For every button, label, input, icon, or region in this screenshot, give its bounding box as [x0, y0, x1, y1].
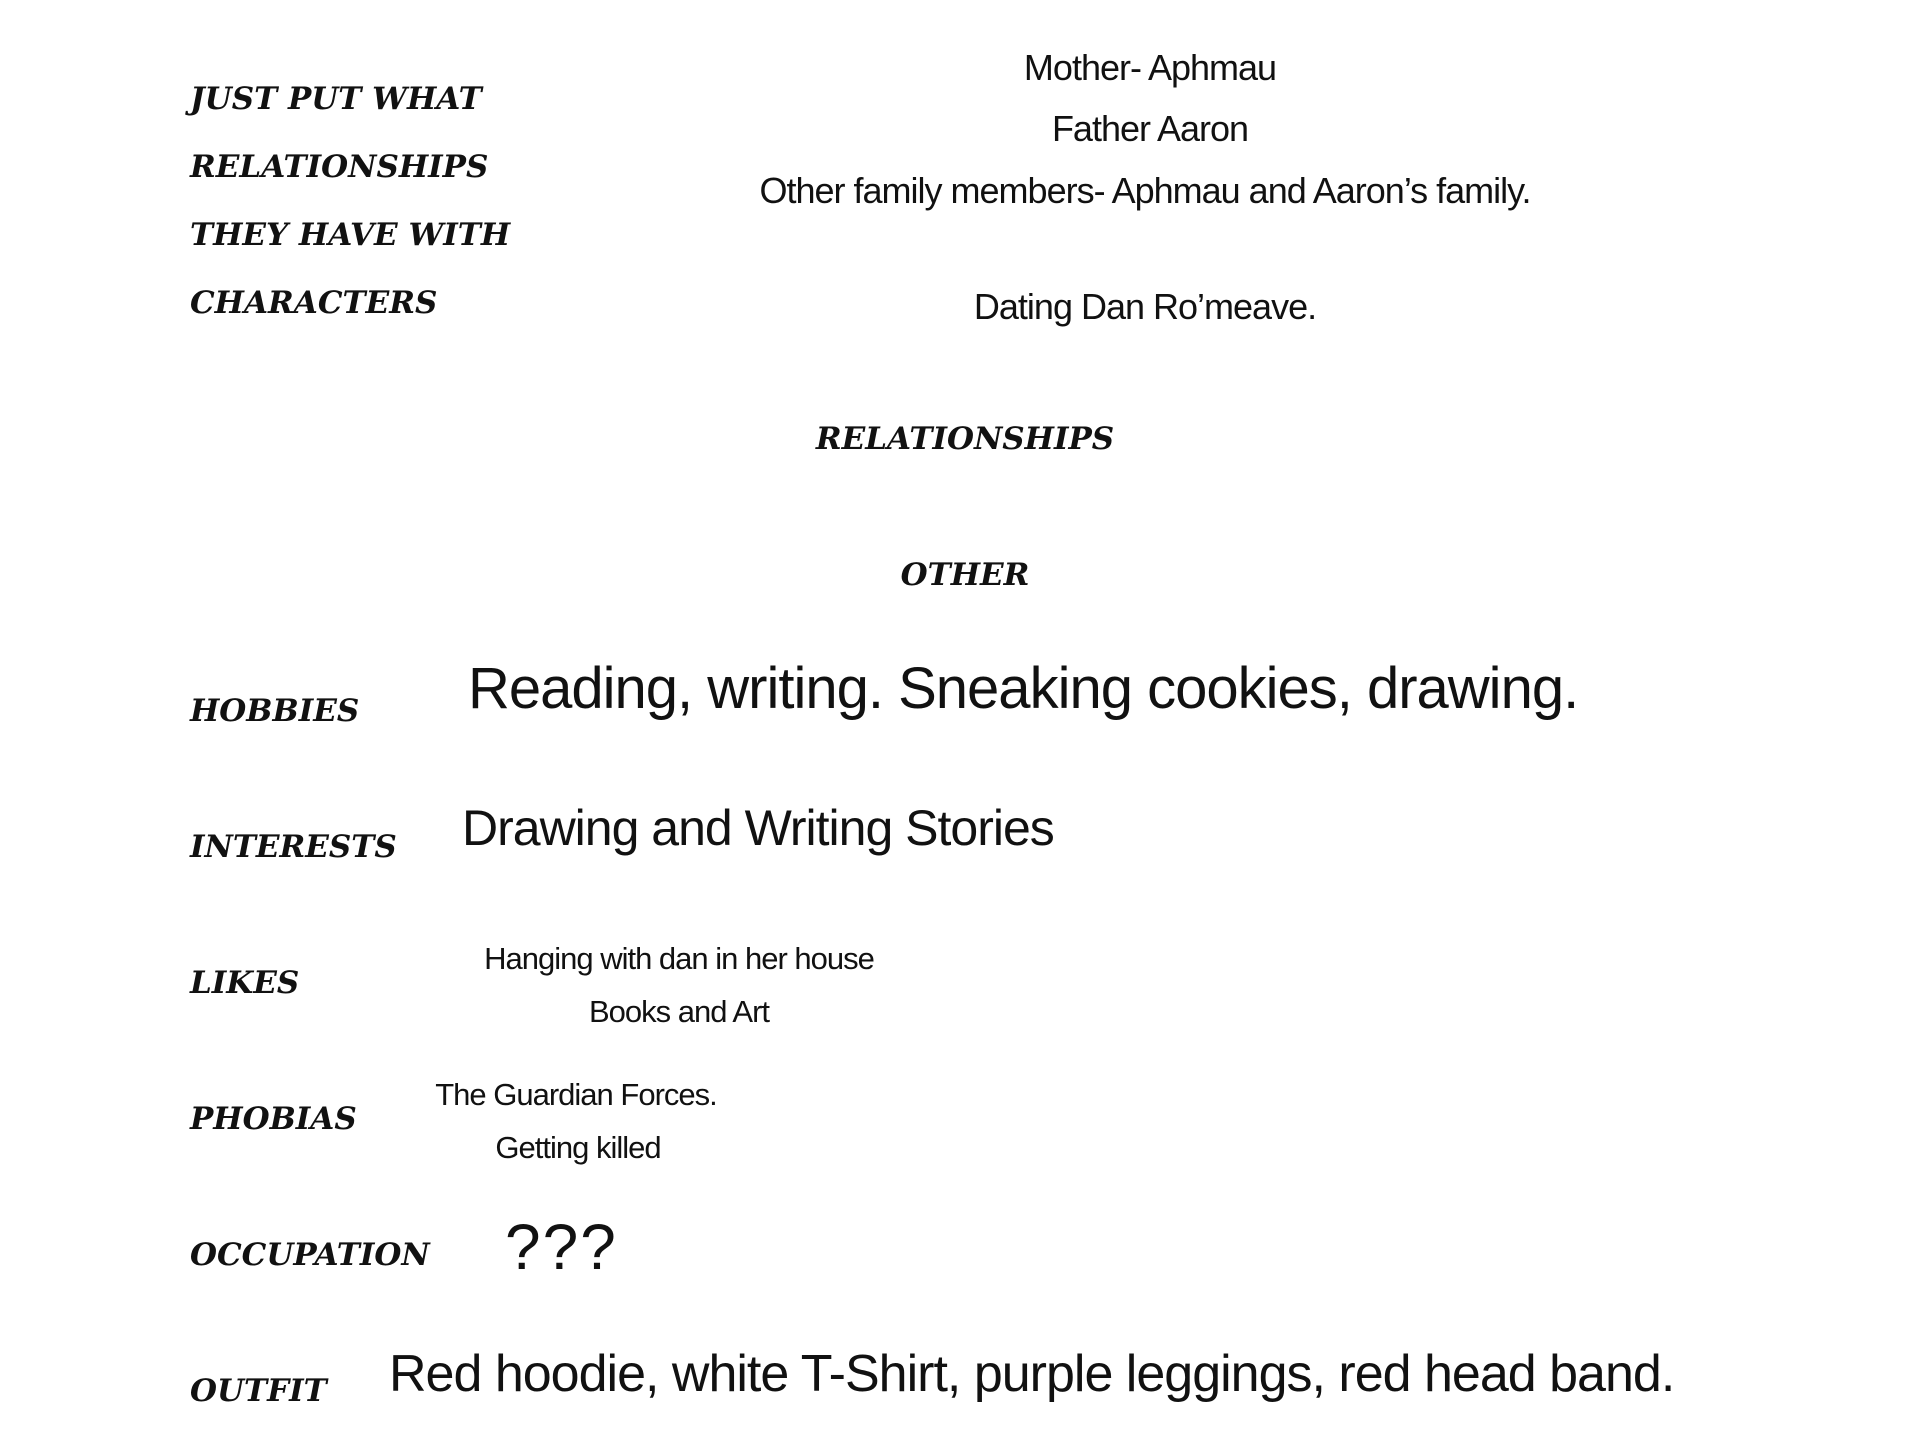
hobbies-value: Reading, writing. Sneaking cookies, drawing. — [468, 656, 1579, 721]
outfit-value: Red hoodie, white T-Shirt, purple leggings, red head band. — [389, 1345, 1675, 1403]
mother-value: Mother- Aphmau — [1023, 47, 1277, 88]
likes-value-1: Hanging with dan in her house — [484, 941, 874, 976]
occupation-label: OCCUPATION — [190, 1237, 430, 1273]
instruction-line-3: THEY HAVE WITH — [190, 217, 511, 253]
instruction-line-4: CHARACTERS — [190, 285, 438, 321]
other-heading: OTHER — [900, 557, 1030, 593]
instruction-line-1: JUST PUT WHAT — [190, 81, 482, 117]
occupation-value: ??? — [505, 1211, 618, 1283]
phobias-value-1: The Guardian Forces. — [435, 1077, 717, 1112]
interests-value: Drawing and Writing Stories — [462, 800, 1054, 856]
phobias-value-2: Getting killed — [495, 1130, 661, 1165]
interests-label: INTERESTS — [190, 829, 397, 865]
instruction-line-2: RELATIONSHIPS — [190, 149, 489, 185]
phobias-label: PHOBIAS — [190, 1101, 357, 1137]
likes-label: LIKES — [190, 965, 300, 1001]
father-value: Father Aaron — [1051, 108, 1249, 149]
likes-value-2: Books and Art — [588, 994, 770, 1029]
dating-value: Dating Dan Ro’meave. — [973, 286, 1317, 327]
relationships-heading: RELATIONSHIPS — [815, 421, 1115, 457]
other-family-value: Other family members- Aphmau and Aaron’s family. — [759, 170, 1531, 211]
outfit-label: OUTFIT — [190, 1373, 327, 1409]
hobbies-label: HOBBIES — [190, 693, 360, 729]
